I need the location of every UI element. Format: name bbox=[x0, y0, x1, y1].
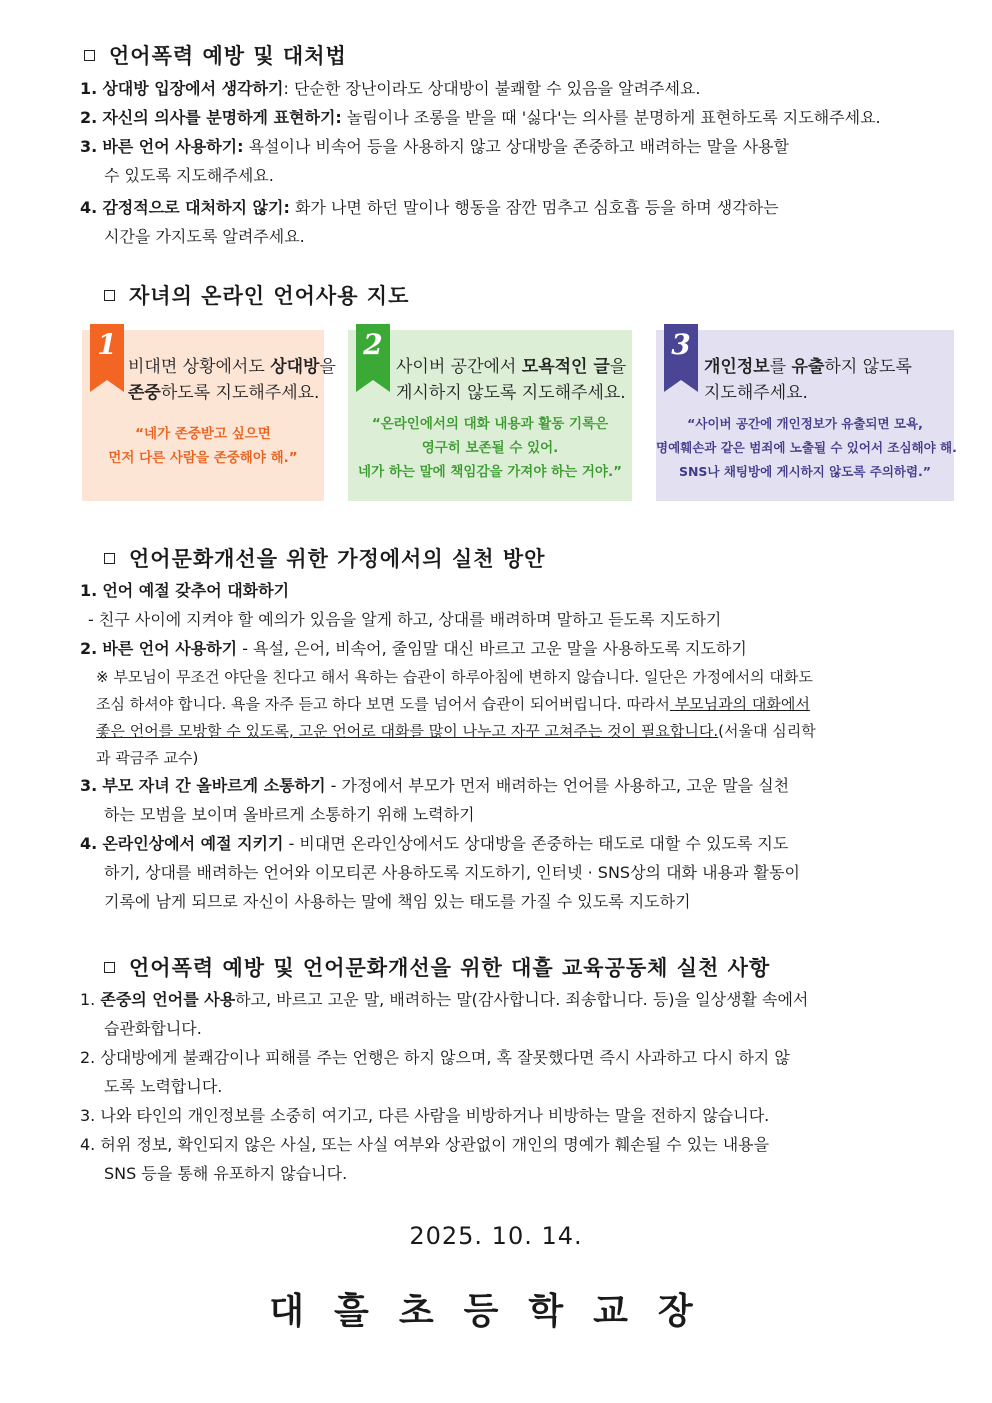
community-item-1: 1. 존중의 언어를 사용하고, 바르고 고운 말, 배려하는 말(감사합니다. 죄송합니다. 등)을 일상생활 속에서 bbox=[80, 990, 809, 1009]
checkbox-square-icon bbox=[104, 962, 115, 973]
online-card-2 bbox=[348, 330, 632, 501]
card-heading: 비대면 상황에서도 상대방을 존중하도록 지도해주세요. bbox=[128, 357, 336, 403]
prevention-item-3-cont: 수 있도록 지도해주세요. bbox=[104, 166, 274, 185]
checkbox-square-icon bbox=[104, 553, 115, 564]
home-item-4-cont-2: 기록에 남게 되므로 자신이 사용하는 말에 책임 있는 태도를 가질 수 있도록 지도하기 bbox=[104, 892, 691, 911]
community-item-1-cont: 습관화합니다. bbox=[104, 1019, 202, 1038]
prevention-item-3: 3. 바른 언어 사용하기: 욕설이나 비속어 등을 사용하지 않고 상대방을 존중하고 배려하는 말을 사용할 bbox=[80, 137, 789, 156]
home-item-3: 3. 부모 자녀 간 올바르게 소통하기 - 가정에서 부모가 먼저 배려하는 언어를 사용하고, 고운 말을 실천 bbox=[80, 776, 790, 795]
home-note-line-4: 과 곽금주 교수) bbox=[96, 749, 199, 767]
prevention-item-1: 1. 상대방 입장에서 생각하기: 단순한 장난이라도 상대방이 불쾌할 수 있음을 알려주세요. bbox=[80, 79, 701, 98]
home-note-line-2: 조심 하셔야 합니다. 욕을 자주 듣고 하다 보면 도를 넘어서 습관이 되어버립니다. 따라서 부모님과의 대화에서 bbox=[96, 695, 810, 713]
section-title-community: 언어폭력 예방 및 언어문화개선을 위한 대흘 교육공동체 실천 사항 bbox=[104, 952, 770, 982]
home-item-3-cont: 하는 모범을 보이며 올바르게 소통하기 위해 노력하기 bbox=[104, 805, 475, 824]
online-card-3 bbox=[656, 328, 957, 501]
community-item-4: 4. 허위 정보, 확인되지 않은 사실, 또는 사실 여부와 상관없이 개인의 명예가 훼손될 수 있는 내용을 bbox=[80, 1135, 770, 1154]
community-item-2: 2. 상대방에게 불쾌감이나 피해를 주는 언행은 하지 않으며, 혹 잘못했다면 즉시 사과하고 다시 하지 않 bbox=[80, 1048, 790, 1067]
section-title-home: 언어문화개선을 위한 가정에서의 실천 방안 bbox=[104, 543, 545, 573]
community-item-2-cont: 도록 노력합니다. bbox=[104, 1077, 223, 1096]
home-item-1-sub: - 친구 사이에 지켜야 할 예의가 있음을 알게 하고, 상대를 배려하며 말하고 듣도록 지도하기 bbox=[88, 610, 722, 629]
ribbon-number-icon bbox=[356, 324, 390, 392]
ribbon-number-icon bbox=[90, 324, 124, 392]
online-card-1 bbox=[82, 328, 336, 501]
card-heading: 사이버 공간에서 모욕적인 글을 게시하지 않도록 지도해주세요. bbox=[396, 357, 627, 403]
card-number: 3 bbox=[671, 328, 691, 361]
card-quote: “사이버 공간에 개인정보가 유출되면 모욕, 명예훼손과 같은 범죄에 노출될 수 있어서 조심해야 해. SNS나 채팅방에 게시하지 않도록 주의하렴.” bbox=[656, 416, 957, 479]
prevention-item-2: 2. 자신의 의사를 분명하게 표현하기: 놀림이나 조롱을 받을 때 '싫다'는 의사를 분명하게 표현하도록 지도해주세요. bbox=[80, 108, 881, 127]
prevention-item-4-cont: 시간을 가지도록 알려주세요. bbox=[104, 227, 305, 246]
checkbox-square-icon bbox=[104, 290, 115, 301]
home-item-4: 4. 온라인상에서 예절 지키기 - 비대면 온라인상에서도 상대방을 존중하는 태도로 대할 수 있도록 지도 bbox=[80, 834, 789, 853]
prevention-item-4: 4. 감정적으로 대처하지 않기: 화가 나면 하던 말이나 행동을 잠깐 멈추고 심호흡 등을 하며 생각하는 bbox=[80, 198, 779, 217]
home-item-1: 1. 언어 예절 갖추어 대화하기 bbox=[80, 581, 290, 600]
home-note-line-1: ※ 부모님이 무조건 야단을 친다고 해서 욕하는 습관이 하루아침에 변하지 않습니다. 일단은 가정에서의 대화도 bbox=[96, 668, 813, 686]
section-title-online: 자녀의 온라인 언어사용 지도 bbox=[104, 280, 409, 310]
document-date: 2025. 10. 14. bbox=[409, 1222, 583, 1250]
card-heading: 개인정보를 유출하지 않도록 지도해주세요. bbox=[704, 357, 912, 403]
card-quote: “네가 존중받고 싶으면 먼저 다른 사람을 존중해야 해.” bbox=[108, 426, 298, 466]
signer-name: 대흘초등학교장 bbox=[269, 1291, 723, 1332]
checkbox-square-icon bbox=[84, 50, 95, 61]
home-note-line-3: 좋은 언어를 모방할 수 있도록, 고운 언어로 대화를 많이 나누고 자꾸 고쳐주는 것이 필요합니다.(서울대 심리학 bbox=[96, 722, 816, 740]
home-item-2: 2. 바른 언어 사용하기 - 욕설, 은어, 비속어, 줄임말 대신 바르고 고운 말을 사용하도록 지도하기 bbox=[80, 639, 747, 658]
card-number: 1 bbox=[97, 328, 117, 361]
community-item-4-cont: SNS 등을 통해 유포하지 않습니다. bbox=[104, 1164, 348, 1183]
card-number: 2 bbox=[363, 328, 383, 361]
section-title-prevention: 언어폭력 예방 및 대처법 bbox=[84, 40, 347, 70]
home-item-4-cont-1: 하기, 상대를 배려하는 언어와 이모티콘 사용하도록 지도하기, 인터넷 · SNS상의 대화 내용과 활동이 bbox=[104, 863, 800, 882]
community-item-3: 3. 나와 타인의 개인정보를 소중히 여기고, 다른 사람을 비방하거나 비방하는 말을 전하지 않습니다. bbox=[80, 1106, 770, 1125]
card-quote: “온라인에서의 대화 내용과 활동 기록은 영구히 보존될 수 있어. 네가 하는 말에 책임감을 가져야 하는 거야.” bbox=[358, 416, 622, 480]
ribbon-number-icon bbox=[664, 324, 698, 392]
